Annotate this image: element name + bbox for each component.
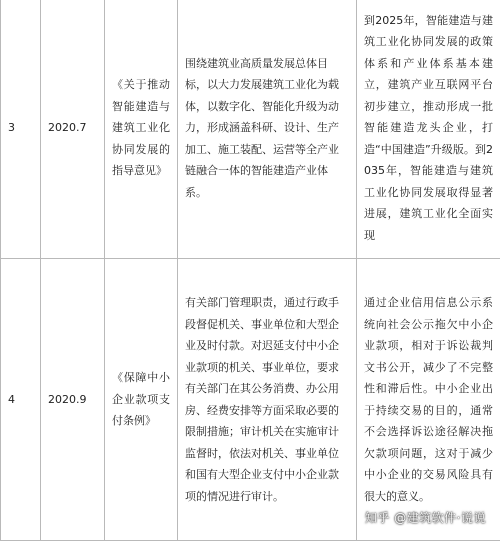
issue-date-cell: 2020.9 bbox=[41, 259, 105, 541]
table-row bbox=[1, 0, 500, 259]
policy-goal-cell: 通过企业信用信息公示系统向社会公示拖欠中小企业款项，相对于诉讼裁判文书公开，减少了不完整性和滞后性。中小企业出于持续交易的目的，通常不会选择诉讼途径解决拖欠款项问题，这对于减少中小企业的交易风险具有很大的意义。 bbox=[357, 259, 500, 541]
zhihu-watermark: 知乎 @建筑软件·说说 bbox=[365, 509, 486, 526]
policy-content-cell: 有关部门管理职责，通过行政手段督促机关、事业单位和大型企业及时付款。对迟延支付中小企业款项的机关、事业单位，要求有关部门在其公务消费、办公用房、经费安排等方面采取必要的限制措施；审计机关在实施审计监督时，依法对机关、事业单位和国有大型企业支付中小企业款项的情况进行审计。 bbox=[178, 259, 357, 541]
issue-date-cell: 2020.7 bbox=[41, 0, 105, 259]
policy-name-cell: 《保障中小企业款项支付条例》 bbox=[105, 259, 178, 541]
row-number-cell: 3 bbox=[1, 0, 41, 259]
policy-name-cell: 《关于推动智能建造与建筑工业化协同发展的指导意见》 bbox=[105, 0, 178, 259]
table-row bbox=[1, 259, 500, 541]
row-number-cell: 4 bbox=[1, 259, 41, 541]
policy-content-cell: 围绕建筑业高质量发展总体目标，以大力发展建筑工业化为载体，以数字化、智能化升级为动力，形成涵盖科研、设计、生产加工、施工装配、运营等全产业链融合一体的智能建造产业体系。 bbox=[178, 0, 357, 259]
policy-goal-cell: 到2025年，智能建造与建筑工业化协同发展的政策体系和产业体系基本建立，建筑产业互联网平台初步建立，推动形成一批智能建造龙头企业，打造“中国建造”升级版。到2035年，智能建造与建筑工业化协同发展取得显著进展，建筑工业化全面实现 bbox=[357, 0, 500, 259]
